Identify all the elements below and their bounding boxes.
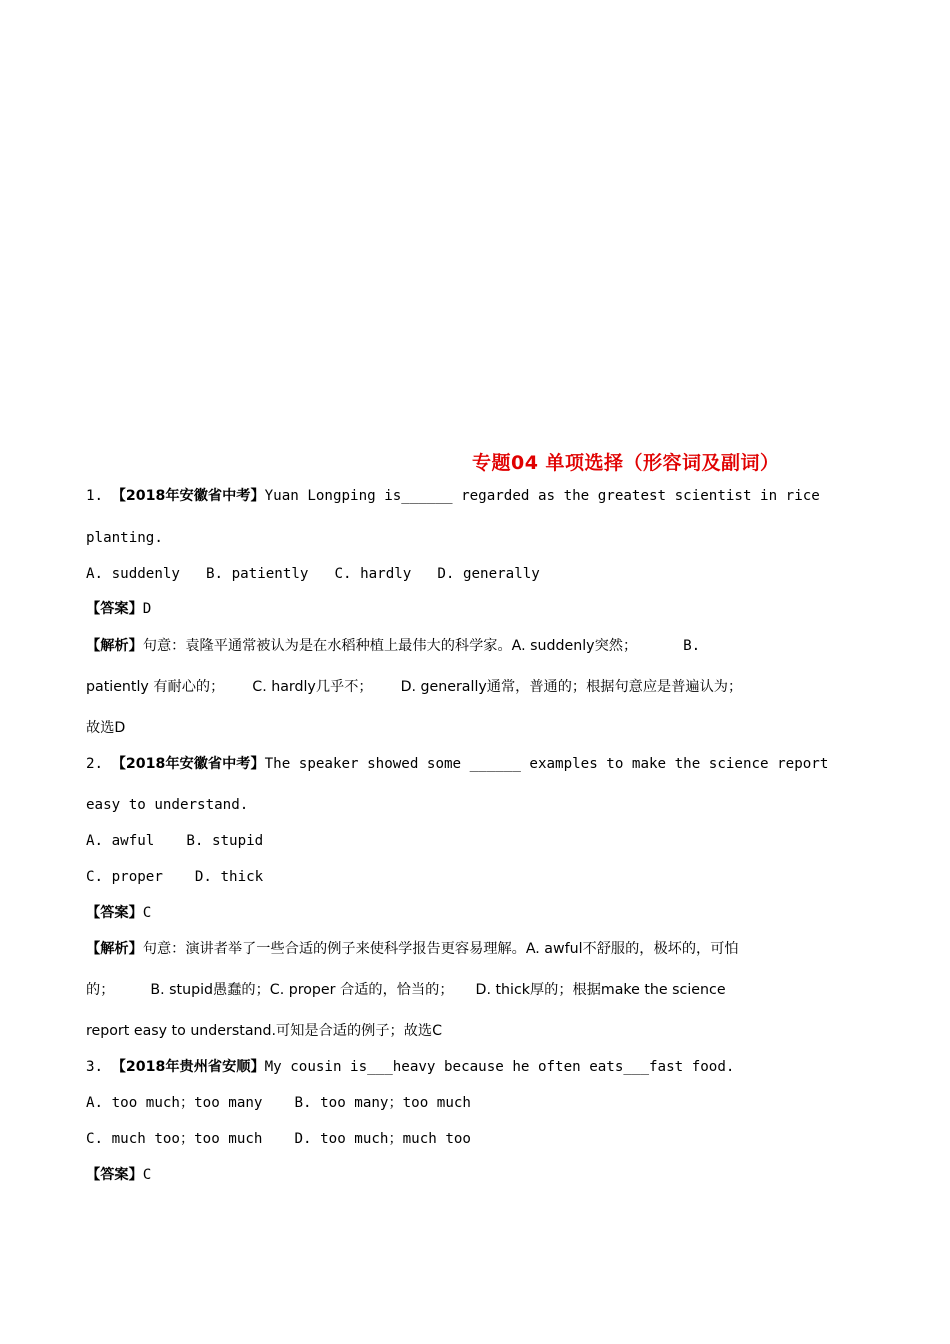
question-2-analysis-cont [86, 980, 726, 1000]
option-b: B. stupid [186, 833, 264, 849]
option-d: D. generally [437, 566, 540, 582]
question-text: My cousin is___heavy because he often eats___fast food. [264, 1059, 735, 1075]
option-b: B. too many；too much [294, 1095, 471, 1111]
question-1-answer [86, 599, 151, 619]
analysis-text: C. hardly几乎不； [252, 679, 373, 695]
option-a: A. too much；too many [86, 1095, 263, 1111]
question-2-stem [86, 754, 828, 774]
question-source: 【2018年贵州省安顺】 [111, 1059, 265, 1075]
analysis-text: patiently 有耐心的； [86, 679, 225, 695]
question-1-stem-cont: planting. [86, 530, 163, 546]
option-a: A. suddenly [86, 566, 180, 582]
question-3-answer [86, 1165, 151, 1185]
analysis-label: 【解析】 [86, 941, 143, 957]
question-2-options-row-1 [86, 831, 263, 851]
analysis-text: D. generally通常，普通的；根据句意应是普遍认为； [400, 679, 743, 695]
answer-value: C [142, 1167, 152, 1183]
answer-value: D [142, 601, 152, 617]
answer-label: 【答案】 [86, 1167, 143, 1183]
option-c: C. hardly [334, 566, 412, 582]
question-1-options [86, 564, 540, 584]
answer-label: 【答案】 [86, 601, 143, 617]
question-1-analysis-cont [86, 677, 742, 697]
analysis-text: 句意：袁隆平通常被认为是在水稻种植上最伟大的科学家。A. suddenly突然； [142, 638, 638, 654]
analysis-text: D. thick厚的；根据make the science [475, 982, 726, 998]
option-c: C. much too；too much [86, 1131, 263, 1147]
option-c: C. proper [86, 869, 163, 885]
question-source: 【2018年安徽省中考】 [111, 488, 265, 504]
question-3-stem [86, 1057, 734, 1077]
analysis-text: B. [683, 638, 701, 654]
option-d: D. thick [194, 869, 264, 885]
answer-label: 【答案】 [86, 905, 143, 921]
question-text: The speaker showed some ______ examples to make the science report [264, 756, 829, 772]
question-2-answer [86, 903, 151, 923]
question-source: 【2018年安徽省中考】 [111, 756, 265, 772]
option-b: B. patiently [205, 566, 309, 582]
question-number: 3. [86, 1059, 104, 1075]
analysis-label: 【解析】 [86, 638, 143, 654]
question-number: 2. [86, 756, 104, 772]
question-2-options-row-2 [86, 867, 263, 887]
question-3-options-row-2 [86, 1129, 471, 1149]
question-2-analysis [86, 939, 739, 959]
page-title: 专题04 单项选择（形容词及副词） [472, 452, 780, 474]
analysis-text: 的； [86, 982, 115, 998]
question-text: Yuan Longping is______ regarded as the greatest scientist in rice [264, 488, 820, 504]
question-2-stem-cont: easy to understand. [86, 797, 249, 813]
question-number: 1. [86, 488, 104, 504]
question-1-stem [86, 486, 820, 506]
question-1-conclusion: 故选D [86, 720, 126, 736]
option-d: D. too much；much too [294, 1131, 471, 1147]
answer-value: C [142, 905, 152, 921]
question-1-analysis [86, 636, 700, 656]
option-a: A. awful [86, 833, 155, 849]
analysis-text: B. stupid愚蠢的；C. proper 合适的，恰当的； [150, 982, 454, 998]
question-2-conclusion: report easy to understand.可知是合适的例子；故选C [86, 1023, 442, 1039]
question-3-options-row-1 [86, 1093, 471, 1113]
analysis-text: 句意：演讲者举了一些合适的例子来使科学报告更容易理解。A. awful不舒服的，极坏的，可怕 [142, 941, 739, 957]
